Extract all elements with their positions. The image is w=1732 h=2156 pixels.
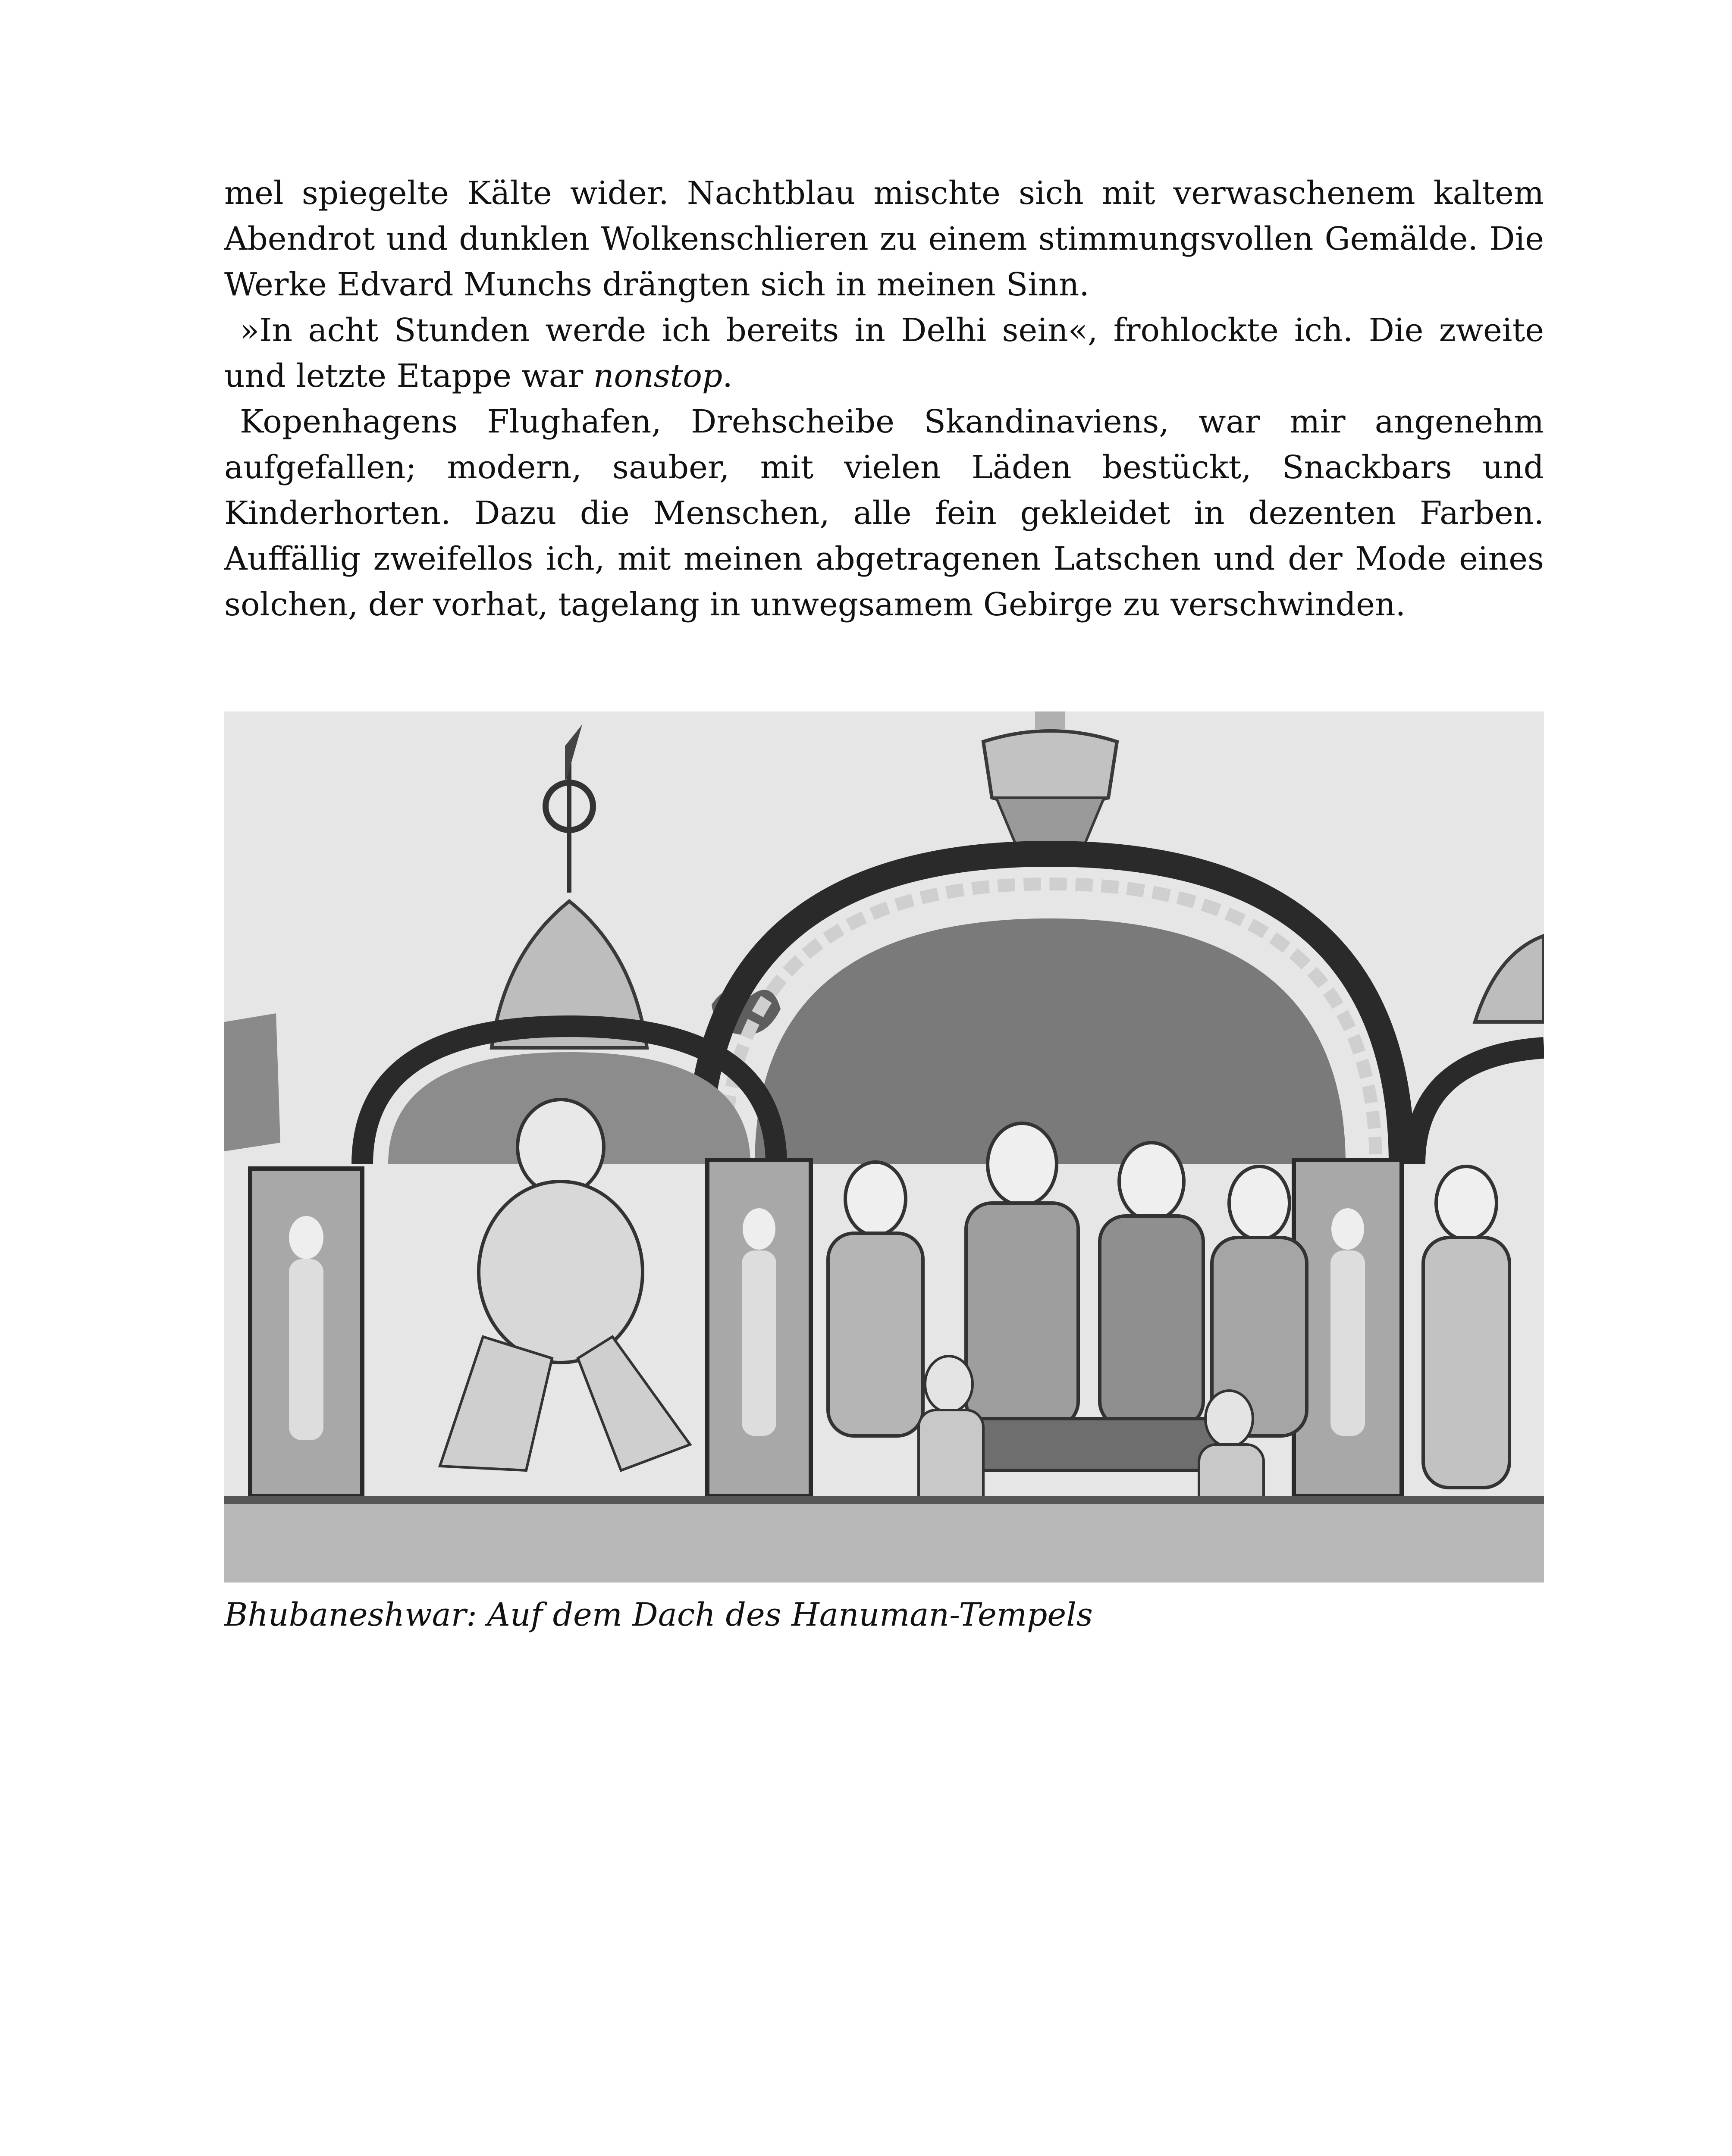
paragraph-1: mel spiegelte Kälte wider. Nachtblau mischte sich mit verwaschenem kaltem Abendrot und dunklen Wolkenschlieren zu einem stimmungsvollen Gemälde. Die Werke Edvard Munchs drängten sich in meinen Sinn. [224,175,1544,303]
figure-caption: Bhubaneshwar: Auf dem Dach des Hanuman-Tempels [224,1596,1093,1633]
paragraph-2-end: . [722,357,733,395]
paragraph-2 [224,307,1544,399]
paragraph-2-emphasis: nonstop [593,357,723,395]
paragraph-2-text: »In acht Stunden werde ich bereits in Delhi sein«, frohlockte ich. Die zweite und letzte Etappe war [224,312,1544,395]
paragraph-3: Kopenhagens Flughafen, Drehscheibe Skandinaviens, war mir angenehm aufgefallen; modern, sauber, mit vielen Läden bestückt, Snackbars und Kinderhorten. Dazu die Menschen, alle fein gekleidet in dezenten Farben. Auffällig zweifellos ich, mit meinen abgetragenen Latschen und der Mode eines solchen, der vorhat, tagelang in unwegsamem Gebirge zu verschwinden. [224,403,1544,623]
temple-photo-illustration [224,711,1544,1583]
body-text [224,170,1544,627]
temple-photo [224,711,1544,1583]
